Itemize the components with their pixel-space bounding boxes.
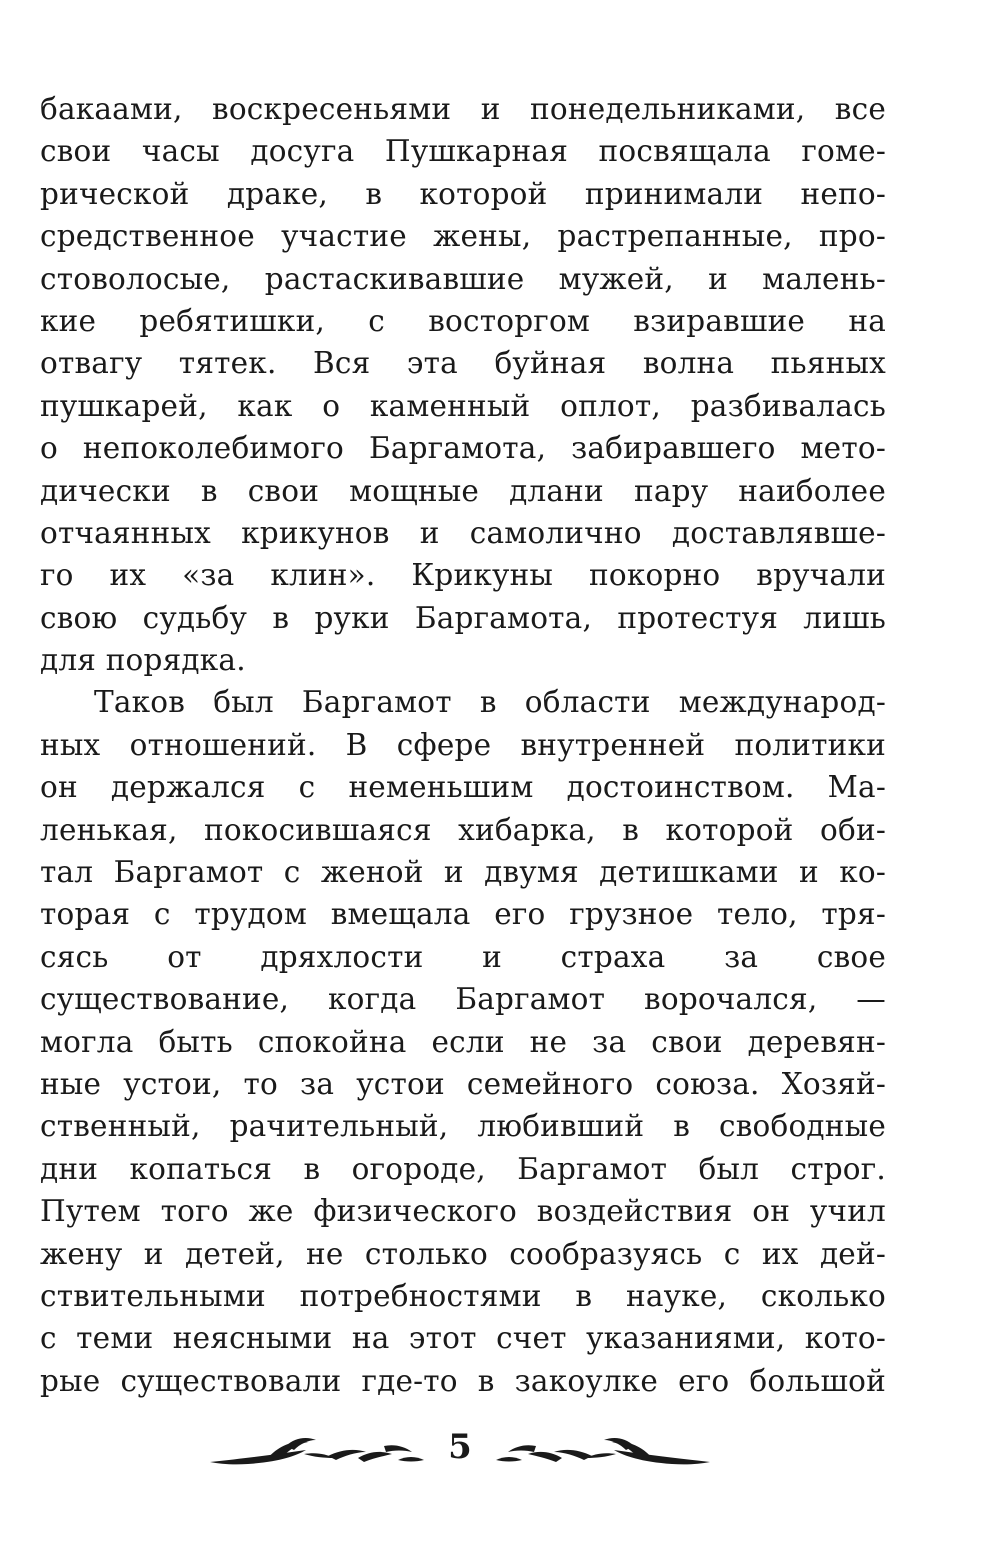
text-line: тал Баргамот с женой и двумя детишками и ко-	[40, 855, 886, 890]
page-number: 5	[448, 1427, 472, 1467]
text-line: стоволосые, растаскивавшие мужей, и малень-	[40, 261, 886, 296]
text-line: свои часы досуга Пушкарная посвящала гоме-	[40, 134, 886, 169]
text-line: ные устои, то за устои семейного союза. Хозяй-	[40, 1066, 886, 1101]
text-line: Путем того же физического воздействия он учил	[40, 1194, 886, 1229]
text-line: для порядка.	[40, 643, 246, 678]
text-line: дически в свои мощные длани пару наиболее	[40, 473, 886, 508]
text-line: отвагу тятек. Вся эта буйная волна пьяных	[40, 346, 886, 381]
text-line: бакаами, воскресеньями и понедельниками, все	[40, 92, 886, 126]
text-line: жену и детей, не столько сообразуясь с их дей-	[40, 1236, 886, 1271]
text-line: кие ребятишки, с восторгом взиравшие на	[40, 303, 886, 338]
paragraph-2	[40, 681, 886, 1402]
text-line: отчаянных крикунов и самолично доставлявше-	[40, 515, 886, 550]
text-line: Таков был Баргамот в области международ-	[94, 685, 886, 720]
text-line: го их «за клин». Крикуны покорно вручали	[40, 558, 886, 593]
text-line: средственное участие жены, растрепанные, про-	[40, 219, 886, 254]
text-line: дни копаться в огороде, Баргамот был строг.	[40, 1151, 886, 1186]
text-line: рической драке, в которой принимали непо-	[40, 176, 886, 211]
text-line: торая с трудом вмещала его грузное тело, тря-	[40, 897, 886, 932]
ornament-right-icon	[492, 1432, 712, 1472]
text-line: ствительными потребностями в науке, сколько	[40, 1278, 886, 1313]
text-line: сясь от дряхлости и страха за свое	[40, 939, 886, 974]
page-footer	[0, 1418, 1000, 1488]
text-line: существование, когда Баргамот ворочался, —	[40, 982, 886, 1017]
text-line: свою судьбу в руки Баргамота, протестуя лишь	[40, 600, 886, 635]
paragraph-1	[40, 88, 886, 681]
text-line: могла быть спокойна если не за свои деревян-	[40, 1024, 886, 1059]
text-line: он держался с неменьшим достоинством. Ма-	[40, 770, 886, 805]
text-line: с теми неясными на этот счет указаниями, кото-	[40, 1321, 886, 1356]
text-line: ных отношений. В сфере внутренней политики	[40, 727, 886, 762]
text-line: ственный, рачительный, любивший в свободные	[40, 1109, 886, 1144]
text-line: рые существовали где-то в закоулке его большой	[40, 1363, 886, 1398]
text-line: ленькая, покосившаяся хибарка, в которой оби-	[40, 812, 886, 847]
ornament-left-icon	[208, 1432, 428, 1472]
text-line: о непоколебимого Баргамота, забиравшего мето-	[40, 431, 886, 466]
text-line: пушкарей, как о каменный оплот, разбивалась	[40, 388, 886, 423]
body-text	[40, 88, 886, 1402]
